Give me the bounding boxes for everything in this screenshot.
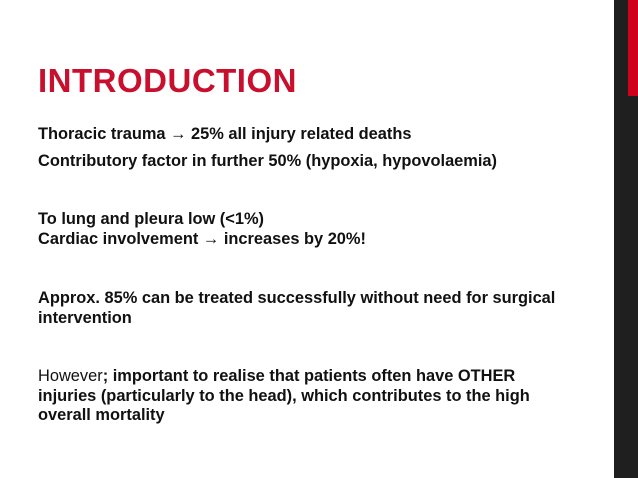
paragraph-lung-cardiac xyxy=(38,210,366,249)
p1-text-after: 25% all injury related deaths xyxy=(186,125,412,143)
paragraph-contributory-factor: Contributory factor in further 50% (hypoxia, hypovolaemia) xyxy=(38,152,498,170)
p5-normal-text: However xyxy=(38,367,103,385)
right-arrow-icon: → xyxy=(202,229,220,248)
p3-line2-before: Cardiac involvement xyxy=(38,229,203,248)
right-arrow-icon: → xyxy=(170,125,187,143)
paragraph-however xyxy=(38,367,568,426)
p5-bold-text: ; important to realise that patients often have OTHER injuries (particularly to the head), which contributes to the high overall mortality xyxy=(38,367,530,424)
slide-title: INTRODUCTION xyxy=(38,62,297,99)
side-accent-decoration xyxy=(628,0,638,96)
paragraph-thoracic-trauma xyxy=(38,125,411,145)
paragraph-approx-85: Approx. 85% can be treated successfully without need for surgical intervention xyxy=(38,289,556,327)
p1-text-before: Thoracic trauma xyxy=(38,125,171,143)
p3-line1: To lung and pleura low (<1%) xyxy=(38,210,264,228)
p3-line2-after: increases by 20%! xyxy=(219,229,366,248)
